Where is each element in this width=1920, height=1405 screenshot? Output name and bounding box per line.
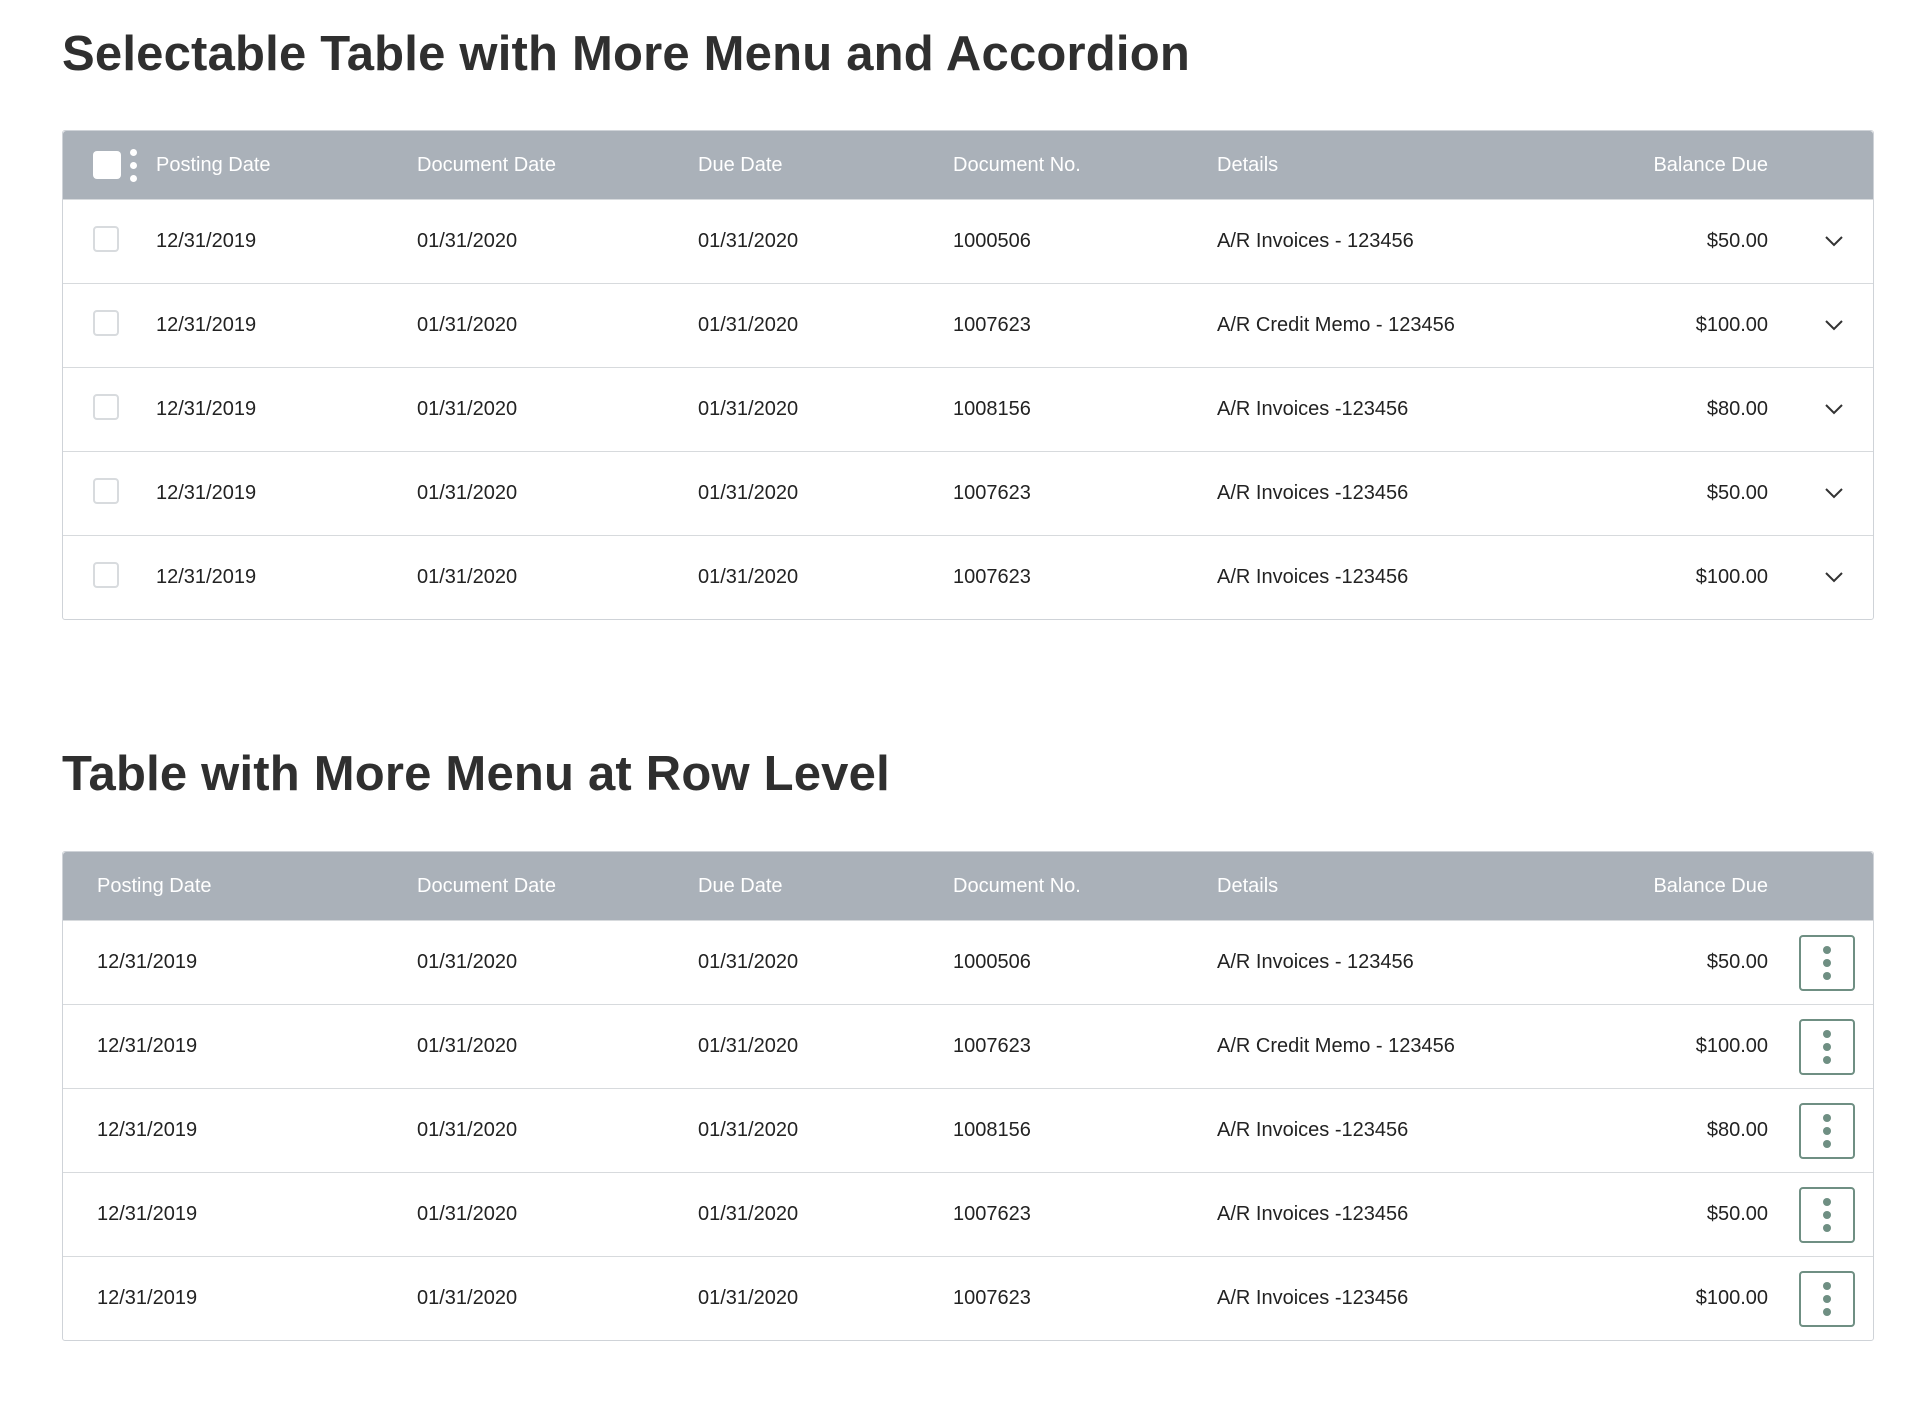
posting-date-cell: 12/31/2019 [97, 1035, 198, 1057]
row-more-menu-button[interactable] [1799, 1187, 1855, 1243]
balance-due-cell: $80.00 [1706, 1119, 1768, 1141]
details-cell: A/R Invoices -123456 [1217, 566, 1409, 588]
due-date-cell: 01/31/2020 [698, 398, 799, 420]
document-no-cell: 1007623 [953, 314, 1031, 336]
details-cell: A/R Credit Memo - 123456 [1217, 314, 1455, 336]
column-header-details[interactable]: Details [1217, 875, 1279, 897]
balance-due-cell: $50.00 [1706, 482, 1768, 504]
selectable-table [62, 130, 1874, 620]
balance-due-cell: $50.00 [1706, 1203, 1768, 1225]
due-date-cell: 01/31/2020 [698, 1287, 799, 1309]
details-cell: A/R Invoices -123456 [1217, 1119, 1409, 1141]
row-checkbox[interactable] [93, 562, 119, 588]
due-date-cell: 01/31/2020 [698, 1035, 799, 1057]
table-row[interactable] [63, 451, 1873, 535]
document-date-cell: 01/31/2020 [417, 1035, 518, 1057]
table-row[interactable] [63, 199, 1873, 283]
column-header-due-date[interactable]: Due Date [698, 875, 783, 897]
table-header [63, 852, 1873, 920]
column-header-posting-date[interactable]: Posting Date [97, 875, 212, 897]
row-more-menu-button[interactable] [1799, 1019, 1855, 1075]
details-cell: A/R Invoices -123456 [1217, 1287, 1409, 1309]
column-header-posting-date[interactable]: Posting Date [156, 154, 271, 176]
details-cell: A/R Invoices - 123456 [1217, 230, 1414, 252]
table-row[interactable] [63, 283, 1873, 367]
table-row [63, 1088, 1873, 1172]
details-cell: A/R Invoices -123456 [1217, 1203, 1409, 1225]
due-date-cell: 01/31/2020 [698, 1119, 799, 1141]
column-header-document-date[interactable]: Document Date [417, 875, 556, 897]
document-date-cell: 01/31/2020 [417, 230, 518, 252]
table-row [63, 1172, 1873, 1256]
chevron-down-icon[interactable] [1823, 566, 1845, 588]
row-checkbox[interactable] [93, 226, 119, 252]
details-cell: A/R Invoices -123456 [1217, 482, 1409, 504]
posting-date-cell: 12/31/2019 [97, 951, 198, 973]
chevron-down-icon[interactable] [1823, 482, 1845, 504]
balance-due-cell: $100.00 [1695, 1035, 1768, 1057]
row-checkbox[interactable] [93, 394, 119, 420]
balance-due-cell: $80.00 [1706, 398, 1768, 420]
posting-date-cell: 12/31/2019 [156, 230, 257, 252]
document-no-cell: 1000506 [953, 951, 1031, 973]
due-date-cell: 01/31/2020 [698, 951, 799, 973]
document-no-cell: 1007623 [953, 1203, 1031, 1225]
document-no-cell: 1007623 [953, 1287, 1031, 1309]
section-title-selectable: Selectable Table with More Menu and Accordion [62, 27, 1191, 81]
document-no-cell: 1007623 [953, 566, 1031, 588]
document-no-cell: 1008156 [953, 1119, 1031, 1141]
column-header-document-date[interactable]: Document Date [417, 154, 556, 176]
document-no-cell: 1007623 [953, 482, 1031, 504]
balance-due-cell: $100.00 [1695, 566, 1768, 588]
posting-date-cell: 12/31/2019 [97, 1119, 198, 1141]
row-more-menu-button[interactable] [1799, 1103, 1855, 1159]
row-checkbox[interactable] [93, 310, 119, 336]
document-date-cell: 01/31/2020 [417, 314, 518, 336]
header-more-menu-icon[interactable] [127, 149, 139, 183]
due-date-cell: 01/31/2020 [698, 314, 799, 336]
balance-due-cell: $100.00 [1695, 314, 1768, 336]
table-row[interactable] [63, 367, 1873, 451]
document-date-cell: 01/31/2020 [417, 566, 518, 588]
document-no-cell: 1000506 [953, 230, 1031, 252]
due-date-cell: 01/31/2020 [698, 482, 799, 504]
row-checkbox[interactable] [93, 478, 119, 504]
posting-date-cell: 12/31/2019 [156, 398, 257, 420]
balance-due-cell: $50.00 [1706, 951, 1768, 973]
document-no-cell: 1008156 [953, 398, 1031, 420]
column-header-document-no[interactable]: Document No. [953, 154, 1081, 176]
posting-date-cell: 12/31/2019 [156, 482, 257, 504]
column-header-balance-due[interactable]: Balance Due [1653, 875, 1768, 897]
row-more-menu-button[interactable] [1799, 935, 1855, 991]
chevron-down-icon[interactable] [1823, 314, 1845, 336]
row-more-menu-button[interactable] [1799, 1271, 1855, 1327]
details-cell: A/R Invoices - 123456 [1217, 951, 1414, 973]
table-row [63, 1004, 1873, 1088]
document-no-cell: 1007623 [953, 1035, 1031, 1057]
due-date-cell: 01/31/2020 [698, 230, 799, 252]
due-date-cell: 01/31/2020 [698, 1203, 799, 1225]
column-header-document-no[interactable]: Document No. [953, 875, 1081, 897]
balance-due-cell: $50.00 [1706, 230, 1768, 252]
row-menu-table [62, 851, 1874, 1341]
document-date-cell: 01/31/2020 [417, 1287, 518, 1309]
posting-date-cell: 12/31/2019 [97, 1287, 198, 1309]
column-header-due-date[interactable]: Due Date [698, 154, 783, 176]
column-header-details[interactable]: Details [1217, 154, 1279, 176]
document-date-cell: 01/31/2020 [417, 482, 518, 504]
posting-date-cell: 12/31/2019 [156, 314, 257, 336]
balance-due-cell: $100.00 [1695, 1287, 1768, 1309]
table-row [63, 1256, 1873, 1340]
posting-date-cell: 12/31/2019 [156, 566, 257, 588]
column-header-balance-due[interactable]: Balance Due [1653, 154, 1768, 176]
posting-date-cell: 12/31/2019 [97, 1203, 198, 1225]
document-date-cell: 01/31/2020 [417, 1119, 518, 1141]
details-cell: A/R Credit Memo - 123456 [1217, 1035, 1455, 1057]
due-date-cell: 01/31/2020 [698, 566, 799, 588]
chevron-down-icon[interactable] [1823, 230, 1845, 252]
chevron-down-icon[interactable] [1823, 398, 1845, 420]
select-all-checkbox[interactable] [93, 151, 121, 179]
details-cell: A/R Invoices -123456 [1217, 398, 1409, 420]
section-title-row-menu: Table with More Menu at Row Level [62, 747, 890, 801]
document-date-cell: 01/31/2020 [417, 398, 518, 420]
document-date-cell: 01/31/2020 [417, 951, 518, 973]
table-row [63, 920, 1873, 1004]
table-row[interactable] [63, 535, 1873, 619]
table-header [63, 131, 1873, 199]
document-date-cell: 01/31/2020 [417, 1203, 518, 1225]
